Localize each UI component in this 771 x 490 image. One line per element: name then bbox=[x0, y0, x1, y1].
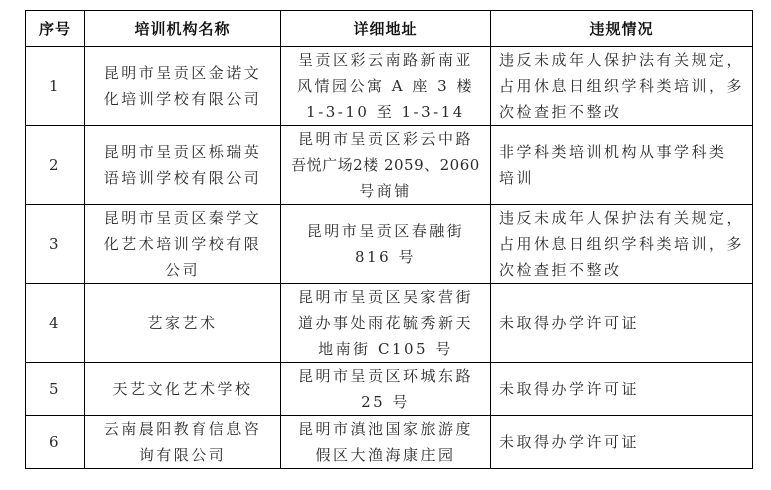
table-header-row bbox=[26, 11, 753, 47]
table-row bbox=[26, 126, 753, 205]
address-line: 816 号 bbox=[355, 248, 416, 266]
header-address: 详细地址 bbox=[281, 11, 491, 47]
violation-line: 违反未成年人保护法有关规定， bbox=[499, 51, 745, 69]
table-row bbox=[26, 205, 753, 284]
name-line: 云南晨阳教育信息咨 bbox=[103, 420, 262, 438]
serial-number-cell: 1 bbox=[26, 47, 85, 126]
name-line: 询有限公司 bbox=[138, 446, 227, 464]
address-line: 昆明市滇池国家旅游度 bbox=[297, 420, 473, 438]
header-serial-number: 序号 bbox=[26, 11, 85, 47]
institution-name-cell bbox=[85, 126, 281, 205]
table-row bbox=[26, 363, 753, 416]
address-cell bbox=[281, 284, 491, 363]
violation-cell bbox=[491, 284, 753, 363]
name-line: 昆明市呈贡区秦学文 bbox=[103, 209, 262, 227]
serial-number-cell: 6 bbox=[26, 416, 85, 469]
violation-line: 次检查拒不整改 bbox=[499, 261, 622, 279]
address-line: 25 号 bbox=[361, 393, 410, 411]
name-line: 艺家艺术 bbox=[147, 314, 218, 332]
name-line: 化艺术培训学校有限 bbox=[103, 235, 262, 253]
address-line: 吾悦广场2楼 2059、2060 bbox=[291, 156, 480, 174]
table-row bbox=[26, 47, 753, 126]
violation-cell bbox=[491, 363, 753, 416]
training-institutions-violation-table bbox=[25, 10, 753, 469]
address-line: 昆明市呈贡区春融街 bbox=[306, 222, 465, 240]
serial-number-cell: 2 bbox=[26, 126, 85, 205]
address-cell bbox=[281, 205, 491, 284]
violation-cell bbox=[491, 47, 753, 126]
violation-line: 非学科类培训机构从事学科类 bbox=[499, 143, 727, 161]
institution-name-cell bbox=[85, 416, 281, 469]
address-line: 昆明市呈贡区吴家营街 bbox=[297, 288, 473, 306]
name-line: 语培训学校有限公司 bbox=[103, 169, 262, 187]
name-line: 公司 bbox=[164, 261, 200, 279]
address-cell bbox=[281, 47, 491, 126]
address-line: 1-3-10 至 1-3-14 bbox=[306, 103, 465, 121]
name-line: 昆明市呈贡区栎瑞英 bbox=[103, 143, 262, 161]
table-row bbox=[26, 416, 753, 469]
address-cell bbox=[281, 363, 491, 416]
address-line: 道办事处雨花毓秀新天 bbox=[297, 314, 473, 332]
institution-name-cell bbox=[85, 205, 281, 284]
address-cell bbox=[281, 126, 491, 205]
serial-number-cell: 4 bbox=[26, 284, 85, 363]
institution-name-cell bbox=[85, 284, 281, 363]
address-line: 地南街 C105 号 bbox=[318, 340, 453, 358]
name-line: 天艺文化艺术学校 bbox=[112, 380, 253, 398]
violation-cell bbox=[491, 205, 753, 284]
violation-line: 次检查拒不整改 bbox=[499, 103, 622, 121]
violation-line: 未取得办学许可证 bbox=[499, 380, 640, 398]
name-line: 化培训学校有限公司 bbox=[103, 90, 262, 108]
serial-number-cell: 3 bbox=[26, 205, 85, 284]
address-cell bbox=[281, 416, 491, 469]
name-line: 昆明市呈贡区金诺文 bbox=[103, 64, 262, 82]
violation-line: 占用休息日组织学科类培训，多 bbox=[499, 77, 745, 95]
address-line: 昆明市呈贡区环城东路 bbox=[297, 367, 473, 385]
address-line: 昆明市呈贡区彩云中路 bbox=[297, 130, 473, 148]
header-violation: 违规情况 bbox=[491, 11, 753, 47]
violation-line: 未取得办学许可证 bbox=[499, 314, 640, 332]
serial-number-cell: 5 bbox=[26, 363, 85, 416]
violation-cell bbox=[491, 416, 753, 469]
violation-line: 占用休息日组织学科类培训，多 bbox=[499, 235, 745, 253]
header-institution-name: 培训机构名称 bbox=[85, 11, 281, 47]
table-row bbox=[26, 284, 753, 363]
address-line: 假区大渔海康庄园 bbox=[315, 446, 456, 464]
violation-line: 未取得办学许可证 bbox=[499, 433, 640, 451]
violation-line: 违反未成年人保护法有关规定， bbox=[499, 209, 745, 227]
institution-name-cell bbox=[85, 47, 281, 126]
address-line: 呈贡区彩云南路新南亚 bbox=[297, 51, 473, 69]
violation-line: 培训 bbox=[499, 169, 535, 187]
violation-cell bbox=[491, 126, 753, 205]
address-line: 号商铺 bbox=[359, 182, 412, 200]
address-line: 风情园公寓 A 座 3 楼 bbox=[297, 77, 474, 95]
institution-name-cell bbox=[85, 363, 281, 416]
